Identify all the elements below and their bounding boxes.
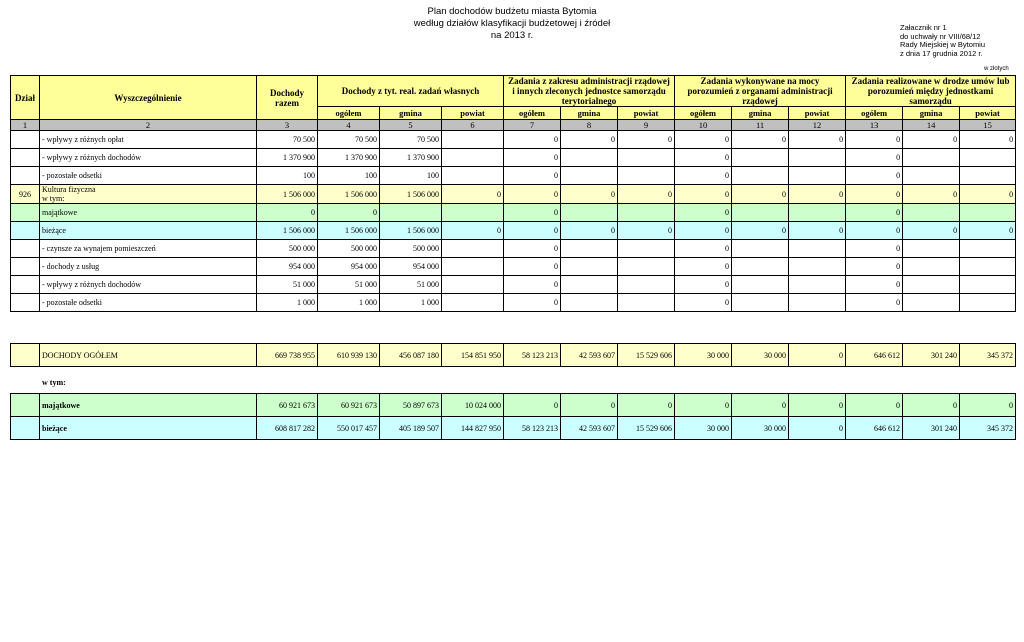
value-cell: 0 xyxy=(960,222,1016,240)
value-cell: 0 xyxy=(846,204,903,222)
value-cell: 0 xyxy=(960,394,1016,417)
item-name-cell xyxy=(40,149,257,167)
annex-line-3: Rady Miejskiej w Bytomiu xyxy=(900,40,986,50)
value-cell xyxy=(960,167,1016,185)
dzial-cell xyxy=(11,222,40,240)
value-cell xyxy=(732,294,789,312)
value-cell xyxy=(732,276,789,294)
value-cell xyxy=(561,294,618,312)
value-cell xyxy=(903,294,960,312)
value-cell: 0 xyxy=(789,344,846,367)
value-cell: 0 xyxy=(675,276,732,294)
value-cell: 0 xyxy=(618,394,675,417)
value-cell: 60 921 673 xyxy=(257,394,318,417)
value-cell xyxy=(561,276,618,294)
value-cell: 301 240 xyxy=(903,344,960,367)
value-cell: 954 000 xyxy=(257,258,318,276)
value-cell xyxy=(442,167,504,185)
value-cell: 500 000 xyxy=(380,240,442,258)
item-name: bieżące xyxy=(42,423,67,433)
value-cell xyxy=(618,167,675,185)
value-cell: 15 529 606 xyxy=(618,417,675,440)
dzial-cell: 926 xyxy=(11,185,40,204)
value-cell xyxy=(618,294,675,312)
value-cell: 1 506 000 xyxy=(380,222,442,240)
dzial-cell xyxy=(11,344,40,367)
value-cell: 1 506 000 xyxy=(380,185,442,204)
column-index-cell: 14 xyxy=(903,120,960,131)
value-cell: 144 827 950 xyxy=(442,417,504,440)
table-row xyxy=(11,131,1016,149)
value-cell: 0 xyxy=(675,222,732,240)
value-cell: 10 024 000 xyxy=(442,394,504,417)
value-cell: 42 593 607 xyxy=(561,417,618,440)
value-cell xyxy=(561,167,618,185)
value-cell: 0 xyxy=(561,222,618,240)
column-index-cell: 9 xyxy=(618,120,675,131)
value-cell: 550 017 457 xyxy=(318,417,380,440)
value-cell: 0 xyxy=(846,276,903,294)
column-index-cell: 2 xyxy=(40,120,257,131)
w-tym-label: w tym: xyxy=(42,378,66,387)
item-name-note: w tym: xyxy=(42,194,65,203)
value-cell: 60 921 673 xyxy=(318,394,380,417)
table-row xyxy=(11,149,1016,167)
value-cell: 0 xyxy=(561,394,618,417)
value-cell: 0 xyxy=(960,185,1016,204)
value-cell: 0 xyxy=(903,185,960,204)
item-name-cell xyxy=(40,204,257,222)
table-row xyxy=(11,167,1016,185)
value-cell: 0 xyxy=(257,204,318,222)
column-index-cell: 11 xyxy=(732,120,789,131)
value-cell: 30 000 xyxy=(675,417,732,440)
value-cell: 1 000 xyxy=(257,294,318,312)
dzial-cell xyxy=(11,276,40,294)
value-cell: 0 xyxy=(789,185,846,204)
header-dochody-razem: Dochody razem xyxy=(257,76,318,120)
dzial-cell xyxy=(11,258,40,276)
header-wyszczegolnienie: Wyszczególnienie xyxy=(40,76,257,120)
value-cell: 0 xyxy=(846,294,903,312)
value-cell: 0 xyxy=(732,185,789,204)
value-cell: 70 500 xyxy=(257,131,318,149)
value-cell xyxy=(732,258,789,276)
value-cell xyxy=(960,258,1016,276)
header-porozumienia-jst: Zadania realizowane w drodze umów lub porozumień między jednostkami samorządu xyxy=(846,76,1016,107)
value-cell: 1 506 000 xyxy=(318,185,380,204)
value-cell: 1 370 900 xyxy=(318,149,380,167)
value-cell: 301 240 xyxy=(903,417,960,440)
table-row xyxy=(11,344,1016,367)
value-cell: 58 123 213 xyxy=(504,344,561,367)
title-line-1: Plan dochodów budżetu miasta Bytomia xyxy=(427,6,597,17)
value-cell: 0 xyxy=(732,394,789,417)
value-cell: 15 529 606 xyxy=(618,344,675,367)
header-wlasne: Dochody z tyt. real. zadań własnych xyxy=(318,76,504,107)
value-cell: 0 xyxy=(618,185,675,204)
value-cell xyxy=(903,149,960,167)
subheader-cell: powiat xyxy=(618,107,675,120)
value-cell: 1 000 xyxy=(318,294,380,312)
item-name: - wpływy z różnych dochodów xyxy=(42,280,142,289)
value-cell: 0 xyxy=(732,131,789,149)
value-cell: 0 xyxy=(675,394,732,417)
value-cell: 51 000 xyxy=(318,276,380,294)
value-cell: 0 xyxy=(675,149,732,167)
value-cell xyxy=(442,276,504,294)
value-cell: 100 xyxy=(257,167,318,185)
value-cell xyxy=(789,258,846,276)
value-cell xyxy=(789,204,846,222)
subheader-cell: gmina xyxy=(903,107,960,120)
value-cell xyxy=(960,149,1016,167)
item-name-cell xyxy=(40,240,257,258)
value-cell: 0 xyxy=(903,131,960,149)
item-name-cell xyxy=(40,185,257,204)
value-cell: 954 000 xyxy=(318,258,380,276)
value-cell: 51 000 xyxy=(257,276,318,294)
budget-table xyxy=(10,75,1016,312)
table-row xyxy=(11,294,1016,312)
value-cell: 0 xyxy=(504,394,561,417)
total-table xyxy=(10,343,1016,367)
value-cell xyxy=(442,204,504,222)
table-row xyxy=(11,204,1016,222)
value-cell: 1 370 900 xyxy=(380,149,442,167)
value-cell: 0 xyxy=(732,222,789,240)
header-row xyxy=(11,76,1016,107)
value-cell: 0 xyxy=(846,167,903,185)
annex-line-1: Załacznik nr 1 xyxy=(900,23,947,32)
value-cell: 0 xyxy=(960,131,1016,149)
value-cell: 154 851 950 xyxy=(442,344,504,367)
value-cell: 646 612 xyxy=(846,417,903,440)
title-line-3: na 2013 r. xyxy=(490,30,534,41)
item-name: majątkowe xyxy=(42,400,80,410)
column-index-cell: 12 xyxy=(789,120,846,131)
value-cell: 30 000 xyxy=(732,344,789,367)
table-row xyxy=(11,185,1016,204)
item-name: DOCHODY OGÓŁEM xyxy=(42,350,118,360)
subheader-cell: powiat xyxy=(442,107,504,120)
item-name: - pozostałe odsetki xyxy=(42,298,102,307)
value-cell xyxy=(960,294,1016,312)
value-cell: 0 xyxy=(504,185,561,204)
subheader-cell: powiat xyxy=(789,107,846,120)
subheader-cell: gmina xyxy=(380,107,442,120)
value-cell: 0 xyxy=(561,131,618,149)
value-cell: 0 xyxy=(903,222,960,240)
value-cell: 0 xyxy=(618,131,675,149)
annex-note xyxy=(900,24,985,58)
value-cell: 70 500 xyxy=(318,131,380,149)
column-index-cell: 3 xyxy=(257,120,318,131)
value-cell: 456 087 180 xyxy=(380,344,442,367)
unit-label: w złotych xyxy=(984,66,1009,72)
value-cell: 0 xyxy=(846,185,903,204)
item-name-cell xyxy=(40,294,257,312)
value-cell: 100 xyxy=(380,167,442,185)
value-cell xyxy=(380,204,442,222)
item-name-cell xyxy=(40,222,257,240)
dzial-cell xyxy=(11,417,40,440)
value-cell: 58 123 213 xyxy=(504,417,561,440)
value-cell xyxy=(561,258,618,276)
table-row xyxy=(11,222,1016,240)
value-cell xyxy=(561,204,618,222)
value-cell: 500 000 xyxy=(257,240,318,258)
value-cell: 0 xyxy=(903,394,960,417)
value-cell xyxy=(903,240,960,258)
value-cell xyxy=(618,258,675,276)
item-name-cell xyxy=(40,167,257,185)
column-index-cell: 8 xyxy=(561,120,618,131)
value-cell: 345 372 xyxy=(960,344,1016,367)
value-cell: 345 372 xyxy=(960,417,1016,440)
item-name: bieżące xyxy=(42,226,66,235)
value-cell xyxy=(903,276,960,294)
value-cell: 0 xyxy=(504,149,561,167)
value-cell xyxy=(789,167,846,185)
value-cell: 0 xyxy=(675,294,732,312)
value-cell xyxy=(618,149,675,167)
value-cell: 0 xyxy=(675,258,732,276)
value-cell xyxy=(960,240,1016,258)
item-name: - pozostałe odsetki xyxy=(42,171,102,180)
value-cell: 0 xyxy=(504,222,561,240)
value-cell: 30 000 xyxy=(675,344,732,367)
item-name: - wpływy z różnych opłat xyxy=(42,135,124,144)
value-cell: 0 xyxy=(789,131,846,149)
table-row xyxy=(11,258,1016,276)
item-name-cell xyxy=(40,131,257,149)
annex-line-2: do uchwały nr VIII/68/12 xyxy=(900,31,981,41)
subheader-cell: ogółem xyxy=(675,107,732,120)
value-cell: 0 xyxy=(789,417,846,440)
item-name-cell xyxy=(40,344,257,367)
value-cell: 0 xyxy=(846,258,903,276)
value-cell: 0 xyxy=(789,222,846,240)
item-name: majątkowe xyxy=(42,208,78,217)
value-cell xyxy=(442,240,504,258)
value-cell: 0 xyxy=(618,222,675,240)
header-zlecone: Zadania z zakresu administracji rządowej i innych zleconych jednostce samorządu terytorialnego xyxy=(504,76,675,107)
value-cell: 405 189 507 xyxy=(380,417,442,440)
value-cell: 0 xyxy=(846,240,903,258)
value-cell: 0 xyxy=(675,131,732,149)
title-line-2: według działów klasyfikacji budżetowej i źródeł xyxy=(413,18,611,29)
dzial-cell xyxy=(11,149,40,167)
value-cell: 0 xyxy=(442,185,504,204)
subheader-cell: gmina xyxy=(561,107,618,120)
value-cell: 0 xyxy=(675,204,732,222)
value-cell: 0 xyxy=(789,394,846,417)
value-cell xyxy=(903,204,960,222)
value-cell xyxy=(732,204,789,222)
table-row xyxy=(11,276,1016,294)
column-index-cell: 6 xyxy=(442,120,504,131)
dzial-cell xyxy=(11,131,40,149)
table-row xyxy=(11,240,1016,258)
value-cell xyxy=(442,149,504,167)
value-cell: 1 506 000 xyxy=(257,185,318,204)
value-cell: 0 xyxy=(675,185,732,204)
subheader-cell: gmina xyxy=(732,107,789,120)
column-index-row xyxy=(11,120,1016,131)
value-cell: 100 xyxy=(318,167,380,185)
header-porozumienia-rzad: Zadania wykonywane na mocy porozumień z organami administracji rządowej xyxy=(675,76,846,107)
value-cell xyxy=(789,294,846,312)
table-row xyxy=(11,394,1016,417)
value-cell xyxy=(618,276,675,294)
value-cell xyxy=(618,240,675,258)
subheader-cell: powiat xyxy=(960,107,1016,120)
value-cell: 0 xyxy=(675,167,732,185)
item-name: - wpływy z różnych dochodów xyxy=(42,153,142,162)
column-index-cell: 5 xyxy=(380,120,442,131)
dzial-cell xyxy=(11,240,40,258)
value-cell: 0 xyxy=(504,167,561,185)
item-name: - czynsze za wynajem pomieszczeń xyxy=(42,244,156,253)
item-name-cell xyxy=(40,276,257,294)
value-cell: 0 xyxy=(318,204,380,222)
annex-line-4: z dnia 17 grudnia 2012 r. xyxy=(900,48,983,58)
value-cell: 0 xyxy=(846,149,903,167)
subheader-cell: ogółem xyxy=(318,107,380,120)
value-cell: 0 xyxy=(442,222,504,240)
dzial-cell xyxy=(11,294,40,312)
value-cell: 0 xyxy=(504,204,561,222)
value-cell xyxy=(442,131,504,149)
value-cell xyxy=(789,149,846,167)
subheader-cell: ogółem xyxy=(846,107,903,120)
value-cell: 50 897 673 xyxy=(380,394,442,417)
value-cell xyxy=(561,240,618,258)
value-cell xyxy=(442,294,504,312)
value-cell: 1 370 900 xyxy=(257,149,318,167)
column-index-cell: 10 xyxy=(675,120,732,131)
item-name-cell xyxy=(40,417,257,440)
value-cell: 608 817 282 xyxy=(257,417,318,440)
value-cell: 42 593 607 xyxy=(561,344,618,367)
column-index-cell: 4 xyxy=(318,120,380,131)
document-title xyxy=(0,6,1024,42)
column-index-cell: 13 xyxy=(846,120,903,131)
dzial-cell xyxy=(11,167,40,185)
value-cell: 954 000 xyxy=(380,258,442,276)
column-index-cell: 7 xyxy=(504,120,561,131)
value-cell xyxy=(618,204,675,222)
table-row xyxy=(11,417,1016,440)
value-cell: 1 506 000 xyxy=(318,222,380,240)
subheader-cell: ogółem xyxy=(504,107,561,120)
value-cell xyxy=(789,240,846,258)
item-name: Kultura fizyczna xyxy=(42,185,96,194)
value-cell: 0 xyxy=(504,258,561,276)
value-cell xyxy=(442,258,504,276)
value-cell xyxy=(960,204,1016,222)
value-cell xyxy=(561,149,618,167)
value-cell xyxy=(903,167,960,185)
value-cell: 1 000 xyxy=(380,294,442,312)
dzial-cell xyxy=(11,204,40,222)
value-cell xyxy=(903,258,960,276)
value-cell: 0 xyxy=(504,276,561,294)
value-cell xyxy=(732,149,789,167)
value-cell xyxy=(960,276,1016,294)
column-index-cell: 15 xyxy=(960,120,1016,131)
value-cell: 30 000 xyxy=(732,417,789,440)
value-cell: 0 xyxy=(504,131,561,149)
value-cell: 610 939 130 xyxy=(318,344,380,367)
value-cell: 70 500 xyxy=(380,131,442,149)
value-cell: 669 738 955 xyxy=(257,344,318,367)
header-dzial: Dział xyxy=(11,76,40,120)
value-cell: 500 000 xyxy=(318,240,380,258)
total-breakdown-table xyxy=(10,393,1016,440)
value-cell: 646 612 xyxy=(846,344,903,367)
value-cell: 0 xyxy=(561,185,618,204)
value-cell: 0 xyxy=(675,240,732,258)
value-cell: 0 xyxy=(504,240,561,258)
value-cell xyxy=(732,167,789,185)
value-cell: 0 xyxy=(846,394,903,417)
column-index-cell: 1 xyxy=(11,120,40,131)
value-cell: 0 xyxy=(504,294,561,312)
item-name-cell xyxy=(40,394,257,417)
value-cell: 0 xyxy=(846,131,903,149)
value-cell xyxy=(732,240,789,258)
value-cell: 1 506 000 xyxy=(257,222,318,240)
value-cell: 0 xyxy=(846,222,903,240)
item-name: - dochody z usług xyxy=(42,262,100,271)
value-cell: 51 000 xyxy=(380,276,442,294)
item-name-cell xyxy=(40,258,257,276)
dzial-cell xyxy=(11,394,40,417)
value-cell xyxy=(789,276,846,294)
